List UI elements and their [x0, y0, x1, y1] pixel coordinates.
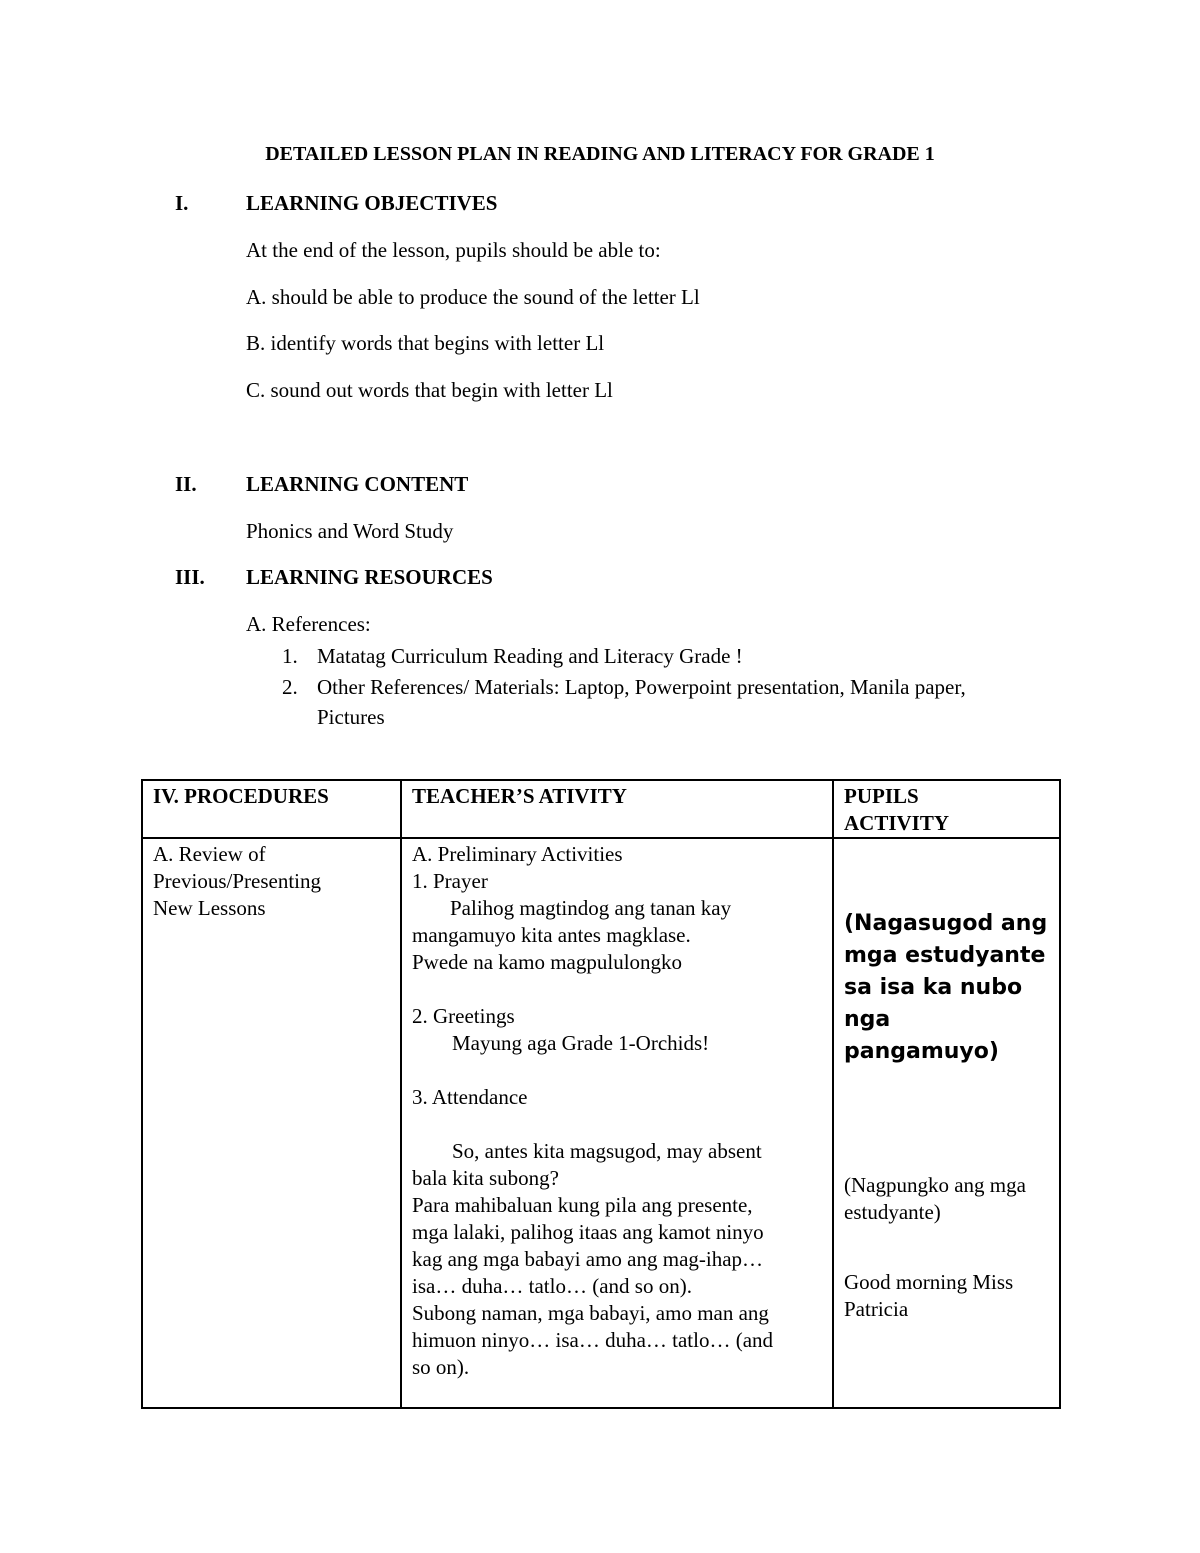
pupils-line: (Nagasugod ang: [844, 911, 1048, 936]
teacher-line: Para mahibaluan kung pila ang presente,: [412, 1193, 753, 1217]
teacher-line: Pwede na kamo magpululongko: [412, 950, 683, 974]
teacher-line: himuon ninyo… isa… duha… tatlo… (and: [412, 1328, 774, 1352]
pupils-line: Patricia: [844, 1297, 909, 1321]
teacher-line: So, antes kita magsugod, may absent: [452, 1139, 762, 1163]
teacher-line: 2. Greetings: [412, 1004, 515, 1028]
document-title: DETAILED LESSON PLAN IN READING AND LITERACY FOR GRADE 1: [265, 143, 935, 165]
pupils-line: estudyante): [844, 1200, 941, 1224]
pupils-line: nga pangamuyo): [844, 1007, 999, 1064]
section-number-2: II.: [175, 472, 197, 496]
procedure-line: New Lessons: [153, 896, 266, 920]
pupils-line: mga estudyante: [844, 943, 1046, 968]
reference-number-1: 1.: [282, 644, 298, 668]
table-row: [142, 838, 1060, 1408]
objective-a: A. should be able to produce the sound of the letter Ll: [246, 285, 700, 309]
teacher-line: 3. Attendance: [412, 1085, 528, 1109]
section-heading-resources: LEARNING RESOURCES: [246, 565, 493, 589]
procedures-table: [141, 779, 1061, 1409]
teacher-line: isa… duha… tatlo… (and so on).: [412, 1274, 692, 1298]
objective-c: C. sound out words that begin with letter Ll: [246, 378, 613, 402]
teacher-line: Mayung aga Grade 1-Orchids!: [452, 1031, 710, 1055]
procedure-cell: [142, 838, 401, 1408]
header-procedures: IV. PROCEDURES: [142, 780, 401, 838]
teacher-line: A. Preliminary Activities: [412, 842, 623, 866]
reference-item-2-line1: Other References/ Materials: Laptop, Powerpoint presentation, Manila paper,: [317, 675, 966, 699]
references-label: A. References:: [246, 612, 371, 636]
pupils-activity-cell: [833, 838, 1060, 1408]
teacher-line: Subong naman, mga babayi, amo man ang: [412, 1301, 769, 1325]
section-number-1: I.: [175, 191, 189, 215]
content-text: Phonics and Word Study: [246, 519, 454, 543]
reference-item-1: Matatag Curriculum Reading and Literacy Grade !: [317, 644, 743, 668]
header-pupils-activity: PUPILS ACTIVITY: [833, 780, 1060, 838]
teacher-line: so on).: [412, 1355, 470, 1379]
header-teacher-activity: TEACHER’S ATIVITY: [401, 780, 833, 838]
teacher-line: 1. Prayer: [412, 869, 488, 893]
objectives-intro: At the end of the lesson, pupils should be able to:: [246, 238, 661, 262]
pupils-line: (Nagpungko ang mga: [844, 1173, 1026, 1197]
teacher-activity-cell: [401, 838, 833, 1408]
section-heading-content: LEARNING CONTENT: [246, 472, 469, 496]
teacher-line: kag ang mga babayi amo ang mag-ihap…: [412, 1247, 764, 1271]
objective-b: B. identify words that begins with letter Ll: [246, 331, 605, 355]
section-number-3: III.: [175, 565, 205, 589]
procedure-line: A. Review of: [153, 842, 266, 866]
procedure-line: Previous/Presenting: [153, 869, 321, 893]
pupils-line: sa isa ka nubo: [844, 975, 1023, 1000]
reference-number-2: 2.: [282, 675, 298, 699]
teacher-line: bala kita subong?: [412, 1166, 559, 1190]
teacher-line: Palihog magtindog ang tanan kay: [450, 896, 732, 920]
pupils-line: Good morning Miss: [844, 1270, 1014, 1294]
table-header-row: [142, 780, 1060, 838]
reference-item-2-line2: Pictures: [317, 705, 385, 729]
teacher-line: mangamuyo kita antes magklase.: [412, 923, 691, 947]
section-heading-objectives: LEARNING OBJECTIVES: [246, 191, 498, 215]
teacher-line: mga lalaki, palihog itaas ang kamot ninyo: [412, 1220, 764, 1244]
